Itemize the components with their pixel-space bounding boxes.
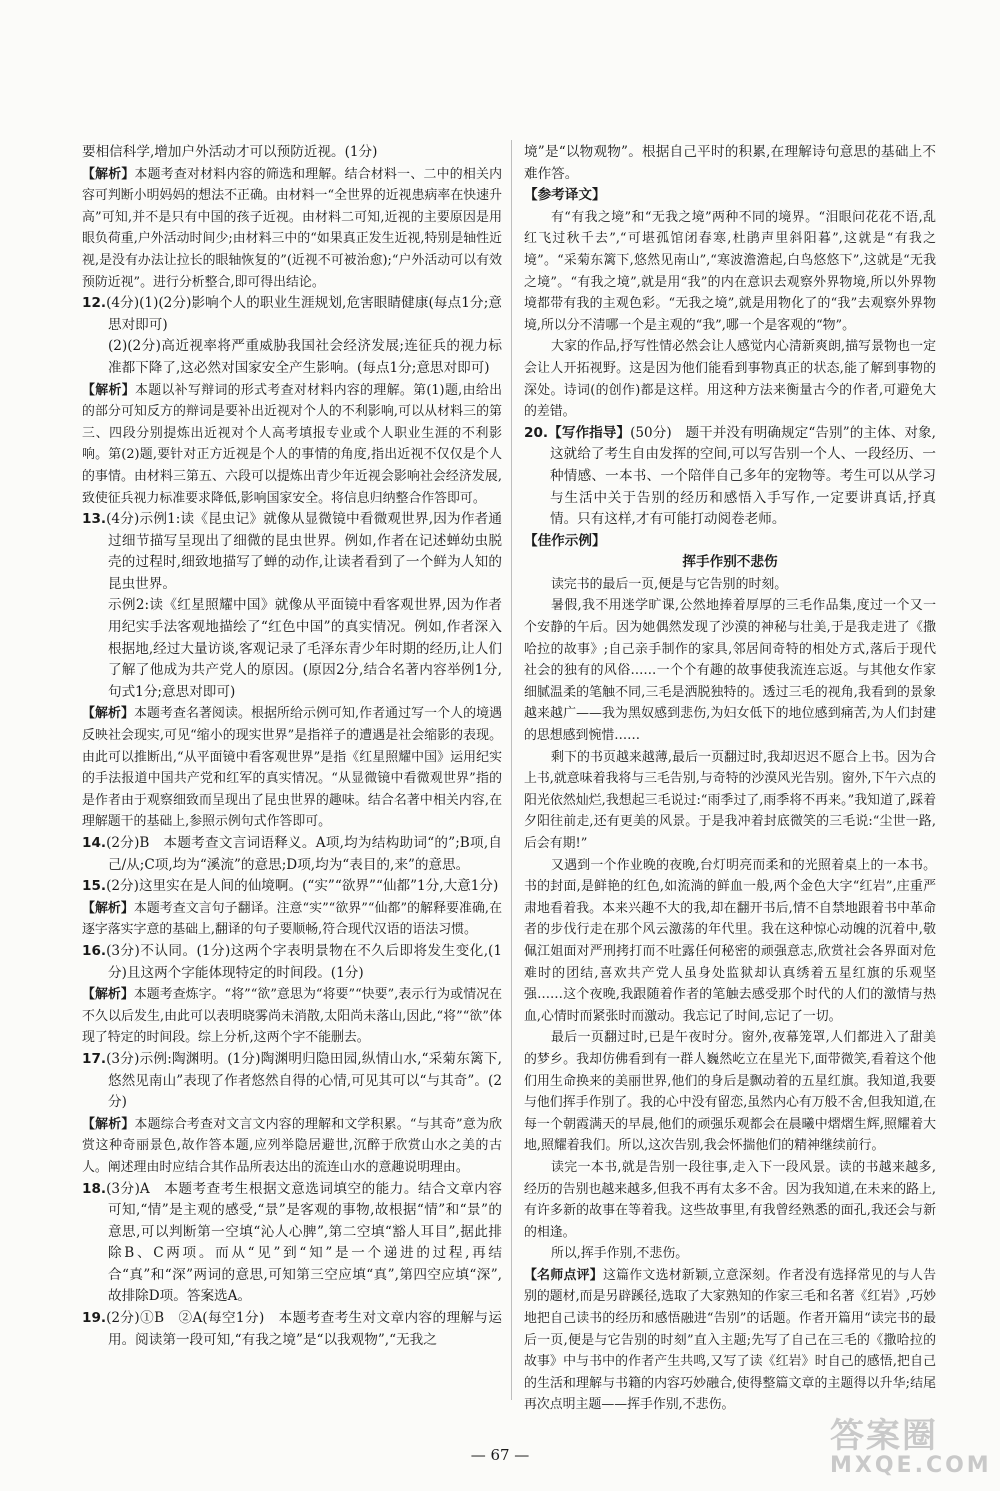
body-paragraph: [524, 574, 936, 596]
question-number: 18.: [82, 1180, 107, 1197]
answer-subitem: [82, 595, 502, 703]
page-number: — 67 —: [470, 1446, 530, 1464]
paragraph-text: 读完书的最后一页,便是与它告别的时刻。: [551, 576, 788, 592]
body-paragraph: [524, 855, 936, 1028]
answer-text: 示例2:读《红星照耀中国》就像从平面镜中看客观世界,因为作者用纪实手法客观地描绘了“红色中国”的真实情况。例如,作者深入根据地,经过大量访谈,客观记录了毛泽东青少年时期的经历,让人们了解了他成为共产党人的原因。(原因2分,结合名著内容举例1分,句式1分;意思对即可): [108, 597, 502, 700]
paragraph-text: 最后一页翻过时,已是午夜时分。窗外,夜幕笼罩,人们都进入了甜美的梦乡。我却仿佛看到有一群人巍然屹立在星光下,面带微笑,看着这个他们用生命换来的美丽世界,他们的身后是飘动着的五星红旗。我知道,我要与他们挥手作别了。我的心中没有留恋,虽然内心有万般不舍,但我知道,在每一个朝霞满天的早晨,他们的顽强乐观都会在晨曦中熠熠生辉,照耀着大地,照耀着我们。所以,这次告别,我会怀揣他们的精神继续前行。: [524, 1030, 936, 1154]
answer-text: (2)(2分)高近视率将严重威胁我国社会经济发展;连征兵的视力标准都下降了,这必然对国家安全产生影响。(每点1分;意思对即可): [108, 338, 502, 376]
section-tag: 【写作指导】: [548, 424, 631, 441]
answer-text: (2分)这里实在是人间的仙境啊。(“实”“欲界”“仙都”1分,大意1分): [106, 878, 499, 895]
body-paragraph: [524, 747, 936, 855]
essay-title-text: 挥手作别不悲伤: [682, 554, 778, 571]
body-paragraph: [524, 1157, 936, 1243]
analysis-paragraph: [82, 1114, 502, 1179]
body-paragraph: [524, 1027, 936, 1157]
analysis-paragraph: [82, 984, 502, 1049]
watermark-text: 答案圈: [830, 1416, 938, 1456]
section-tag: 【解析】: [82, 166, 135, 182]
left-column: [82, 142, 502, 1351]
section-tag: 【佳作示例】: [524, 532, 606, 549]
question-number: 19.: [82, 1310, 107, 1327]
answer-subitem: [82, 336, 502, 379]
paragraph-text: 所以,挥手作别,不悲伤。: [551, 1246, 689, 1262]
analysis-paragraph: [82, 898, 502, 941]
question-number: 13.: [82, 511, 107, 528]
answer-item: [524, 423, 936, 531]
answer-text: (50分) 题干并没有明确规定“告别”的主体、对象,这就给了考生自由发挥的空间,可以写告别一个人、一段经历、一种情感、一本书、一个陪伴自己多年的宠物等。考生可以从学习与生活中关于告别的经历和感悟入手写作,一定要讲真话,抒真情。只有这样,才有可能打动阅卷老师。: [550, 424, 936, 528]
question-number: 12.: [82, 295, 107, 312]
analysis-text: 本题考查名著阅读。根据所给示例可知,作者通过写一个人的境遇反映社会现实,可见“缩小的现实世界”是指祥子的遭遇是社会缩影的表现。由此可以推断出,“从平面镜中看客观世界”是指《红星照耀中国》运用纪实的手法报道中国共产党和红军的真实情况。“从显微镜中看微观世界”指的是作者由于观察细致而呈现出了昆虫世界的趣味。结合名著中相关内容,在理解题干的基础上,参照示例句式作答即可。: [82, 706, 503, 830]
paragraph-text: 要相信科学,增加户外活动才可以预防近视。(1分): [82, 144, 378, 160]
section-tag: 【名师点评】: [524, 1267, 603, 1283]
paragraph-text: 境”是“以物观物”。根据自己平时的积累,在理解诗句意思的基础上不难作答。: [524, 144, 936, 182]
watermark-url: MXQE.COM: [830, 1453, 992, 1478]
continued-text: [524, 142, 936, 185]
question-number: 17.: [82, 1050, 107, 1067]
answer-text: (4分)示例1:读《昆虫记》就像从显微镜中看微观世界,因为作者通过细节描写呈现出了细微的昆虫世界。例如,作者在记述蝉幼虫脱壳的过程时,细致地描写了蝉的动作,让读者看到了一个鲜为人知的昆虫世界。: [106, 511, 502, 592]
analysis-text: 本题考查文言句子翻译。注意“实”“欲界”“仙都”的解释要准确,在逐字落实字意的基础上,翻译的句子要顺畅,符合现代汉语的语法习惯。: [82, 900, 503, 938]
essay-title: [524, 552, 936, 574]
section-tag: 【解析】: [82, 706, 134, 722]
analysis-paragraph: [82, 380, 502, 510]
analysis-text: 这篇作文选材新颖,立意深刻。作者没有选择常见的与人告别的题材,而是另辟蹊径,选取了大家熟知的作家三毛和名著《红岩》,巧妙地把自己读书的经历和感悟融进“告别”的话题。作者开篇用“读完书的最后一页,便是与它告别的时刻”直入主题;先写了自己在三毛的《撒哈拉的故事》中与书中的作者产生共鸣,又写了读《红岩》时自己的感悟,把自己的生活和理解与书籍的内容巧妙融合,使得整篇文章的主题得以升华;结尾再次点明主题——挥手作别,不悲伤。: [524, 1267, 936, 1413]
paragraph-text: 大家的作品,抒写性情必然会让人感觉内心清新爽朗,描写景物也一定会让人开拓视野。这是因为他们能看到事物真正的状态,能了解到事物的深处。诗词(的创作)都是这样。用这种方法来衡量古今的作者,可避免大的差错。: [524, 339, 936, 420]
answer-text: (2分)B 本题考查文言词语释义。A项,均为结构助词“的”;B项,自己/从;C项,均为“溪流”的意思;D项,均为“表目的,来”的意思。: [106, 835, 502, 873]
column-divider: [511, 140, 512, 1400]
paragraph-text: 有“有我之境”和“无我之境”两种不同的境界。“泪眼问花花不语,乱红飞过秋千去”,“可堪孤馆闭春寒,杜鹃声里斜阳暮”,这就是“有我之境”。“采菊东篱下,悠然见南山”,“寒波澹澹起,白鸟悠悠下”,这就是“无我之境”。“有我之境”,就是用“我”的内在意识去观察外界物境,所以外界物境都带有我的主观色彩。“无我之境”,就是用物化了的“我”去观察外界物境,所以分不清哪一个是主观的“我”,哪一个是客观的“物”。: [524, 209, 936, 333]
answer-item: [82, 941, 502, 984]
right-column: [524, 142, 936, 1416]
analysis-text: 本题综合考查对文言文内容的理解和文学积累。“与其奇”意为欣赏这种奇丽景色,故作答本题,应列举隐居避世,沉醉于欣赏山水之美的古人。阐述理由时应结合其作品所表达出的流连山水的意趣说明理由。: [82, 1116, 502, 1175]
question-number: 15.: [82, 878, 107, 895]
answer-text: (3分)不认同。(1分)这两个字表明景物在不久后即将发生变化,(1分)且这两个字能体现特定的时间段。(1分): [106, 942, 502, 981]
body-paragraph: [524, 1243, 936, 1265]
answer-text: (2分)①B ②A(每空1分) 本题考查考生对文章内容的理解与运用。阅读第一段可知,“有我之境”是“以我观物”,“无我之: [106, 1310, 502, 1348]
body-paragraph: [524, 207, 936, 337]
section-tag: 【解析】: [82, 1116, 135, 1132]
continued-text: [82, 142, 502, 164]
paragraph-text: 读完一本书,就是告别一段往事,走入下一段风景。读的书越来越多,经历的告别也越来越多,但我不再有太多不舍。因为我知道,在未来的路上,有许多新的故事在等着我。这些故事里,有我曾经熟悉的面孔,我还会与新的相逢。: [524, 1159, 936, 1240]
section-tag: 【解析】: [82, 987, 134, 1003]
answer-text: (3分)A 本题考查考生根据文意选词填空的能力。结合文章内容可知,“情”是主观的感受,“景”是客观的事物,故根据“情”和“景”的意思,可以判断第一空填“沁人心脾”,第二空填“豁人耳目”,据此排除B、C两项。而从“见”到“知”是一个递进的过程,再结合“真”和“深”两词的意思,可知第三空应填“真”,第四空应填“深”,故排除D项。答案选A。: [106, 1180, 502, 1305]
analysis-text: 本题考查对材料内容的筛选和理解。结合材料一、二中的相关内容可判断小明妈妈的想法不正确。由材料一“全世界的近视患病率在快速升高”可知,并不是只有中国的孩子近视。由材料二可知,近视的主要原因是用眼负荷重,户外活动时间少;由材料三中的“如果真正发生近视,特别是轴性近视,是没有办法让拉长的眼轴恢复的”(近视不可被治愈);“户外活动可以有效预防近视”。进行分析整合,即可得出结论。: [82, 166, 502, 290]
section-tag: 【参考译文】: [524, 187, 606, 204]
section-tag: 【解析】: [82, 900, 134, 916]
section-heading: [524, 531, 936, 553]
answer-item: [82, 1179, 502, 1309]
answer-text: (3分)示例:陶渊明。(1分)陶渊明归隐田园,纵情山水,“采菊东篱下,悠然见南山”表现了作者悠然自得的心情,可见其可以“与其奇”。(2分): [106, 1050, 502, 1111]
watermark-logo: [830, 1408, 990, 1478]
question-number: 20.: [524, 424, 549, 441]
answer-item: [82, 1049, 502, 1114]
analysis-text: 本题以补写辩词的形式考查对材料内容的理解。第(1)题,由给出的部分可知反方的辩词是要补出近视对个人的不利影响,可以从材料三的第三、四段分别提炼出近视对个人高考填报专业或个人职业生涯的不利影响。第(2)题,要针对正方近视是个人的事情的角度,指出近视不仅仅是个人的事情。由材料三第五、六段可以提炼出青少年近视会影响社会经济发展,致使征兵视力标准要求降低,影响国家安全。将信息归纳整合作答即可。: [82, 382, 503, 506]
answer-item: [82, 833, 502, 876]
question-number: 14.: [82, 835, 107, 851]
answer-text: (4分)(1)(2分)影响个人的职业生涯规划,危害眼睛健康(每点1分;意思对即可): [106, 295, 502, 333]
analysis-paragraph: [82, 164, 502, 294]
body-paragraph: [524, 595, 936, 746]
answer-item: [82, 509, 502, 595]
paragraph-text: 剩下的书页越来越薄,最后一页翻过时,我却迟迟不愿合上书。因为合上书,就意味着我将与三毛告别,与奇特的沙漠风光告别。窗外,下午六点的阳光依然灿烂,我想起三毛说过:“雨季过了,雨季将不再来。”我知道了,踩着夕阳往前走,还有更美的风景。于是我冲着封底微笑的三毛说:“尘世一路,后会有期!”: [524, 749, 936, 851]
paragraph-text: 暑假,我不用迷学旷课,公然地捧着厚厚的三毛作品集,度过一个又一个安静的午后。因为她偶然发现了沙漠的神秘与壮美,于是我走进了《撒哈拉的故事》;自己亲手制作的家具,邻居间奇特的相处方式,落后于现代社会的独有的风俗……一个个有趣的故事使我流连忘返。与其他女作家细腻温柔的笔触不同,三毛是洒脱独特的。透过三毛的视角,我看到的景象越来越广——我为黑奴感到悲伤,为妇女低下的地位感到痛苦,为人们封建的思想感到惋惜……: [524, 598, 936, 744]
answer-item: [82, 876, 502, 898]
analysis-text: 本题考查炼字。“将”“欲”意思为“将要”“快要”,表示行为或情况在不久以后发生,由此可以表明晓雾尚未消散,太阳尚未落山,因此,“将”“欲”体现了特定的时间段。综上分析,这两个字不能删去。: [82, 987, 502, 1046]
answer-item: [82, 293, 502, 336]
section-tag: 【解析】: [82, 382, 135, 398]
body-paragraph: [524, 336, 936, 422]
section-heading: [524, 185, 936, 207]
question-number: 16.: [82, 942, 107, 959]
paragraph-text: 又遇到一个作业晚的夜晚,台灯明亮而柔和的光照着桌上的一本书。书的封面,是鲜艳的红色,如流淌的鲜血一般,两个金色大字“红岩”,庄重严肃地看着我。本来兴趣不大的我,却在翻开书后,情不自禁地跟着书中革命者的步伐行走在那个风云激荡的年代里。我在这种惊心动魄的沉着中,敬佩江姐面对严刑拷打而不吐露任何秘密的顽强意志,欣赏社会各界面对危难时的团结,喜欢共产党人虽身处监狱却认真绣着五星红旗的乐观坚强……这个夜晚,我跟随着作者的笔触去感受那个时代的人们的激情与热血,心情时而紧张时而激动。我忘记了时间,忘记了一切。: [524, 857, 936, 1024]
analysis-paragraph: [524, 1265, 936, 1416]
analysis-paragraph: [82, 703, 502, 833]
answer-item: [82, 1308, 502, 1351]
